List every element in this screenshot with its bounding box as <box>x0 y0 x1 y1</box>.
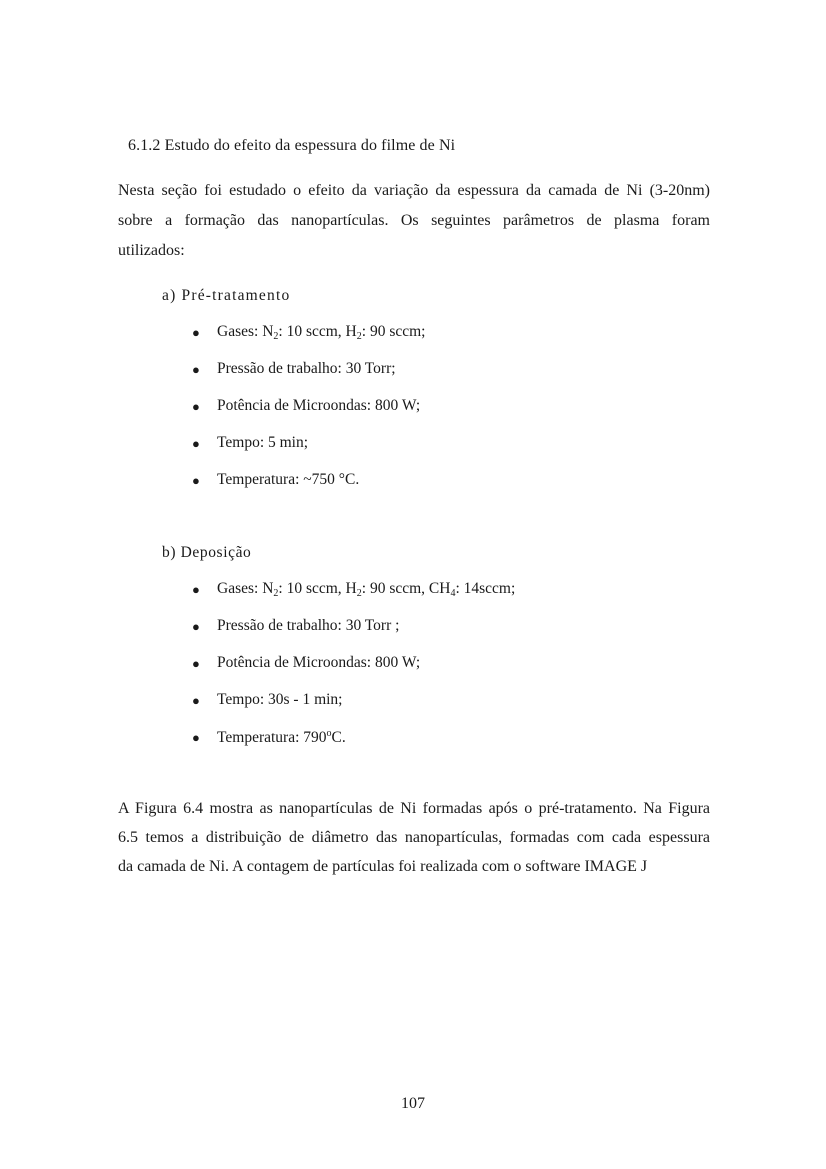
closing-line-3: da camada de Ni. A contagem de partículas foi realizada com o software IMAGE J <box>118 858 648 875</box>
bullet-icon: ● <box>192 473 200 488</box>
closing-line-1: A Figura 6.4 mostra as nanopartículas de Ni formadas após o pré-tratamento. Na Figura <box>118 800 710 817</box>
deposicao-pressao: Pressão de trabalho: 30 Torr ; <box>217 617 400 634</box>
pretratamento-title: a) Pré-tratamento <box>162 287 291 304</box>
intro-line-1: Nesta seção foi estudado o efeito da variação da espessura da camada de Ni (3-20nm) <box>118 182 710 199</box>
bullet-icon: ● <box>192 325 200 340</box>
bullet-icon: ● <box>192 693 200 708</box>
intro-line-3: utilizados: <box>118 242 185 259</box>
pretratamento-tempo: Tempo: 5 min; <box>217 434 309 451</box>
bullet-icon: ● <box>192 730 200 745</box>
bullet-icon: ● <box>192 436 200 451</box>
deposicao-potencia: Potência de Microondas: 800 W; <box>217 654 421 671</box>
bullet-icon: ● <box>192 656 200 671</box>
pretratamento-potencia: Potência de Microondas: 800 W; <box>217 397 421 414</box>
intro-line-2: sobre a formação das nanopartículas. Os seguintes parâmetros de plasma foram <box>118 212 710 229</box>
section-heading: 6.1.2 Estudo do efeito da espessura do filme de Ni <box>128 137 456 154</box>
bullet-icon: ● <box>192 399 200 414</box>
bullet-icon: ● <box>192 619 200 634</box>
page-number: 107 <box>401 1095 425 1112</box>
pretratamento-pressao: Pressão de trabalho: 30 Torr; <box>217 360 396 377</box>
deposicao-gases: Gases: $N_2$: 10 sccm, $H_2$: 90 sccm, $CH_4$: 14sccm; <box>217 580 516 599</box>
deposicao-title: b) Deposição <box>162 544 252 561</box>
bullet-icon: ● <box>192 582 200 597</box>
pretratamento-gases: Gases: $N_2$: 10 sccm, $H_2$: 90 sccm; <box>217 323 426 342</box>
deposicao-temperatura: Temperatura: 790$^o$C. <box>217 728 346 746</box>
closing-line-2: 6.5 temos a distribuição de diâmetro das nanopartículas, formadas com cada espessura <box>118 829 710 846</box>
pretratamento-temperatura: Temperatura: ~750 °C. <box>217 471 360 488</box>
deposicao-tempo: Tempo: 30s - 1 min; <box>217 691 343 708</box>
intro-paragraph <box>118 182 710 272</box>
closing-paragraph <box>118 800 710 890</box>
bullet-icon: ● <box>192 362 200 377</box>
